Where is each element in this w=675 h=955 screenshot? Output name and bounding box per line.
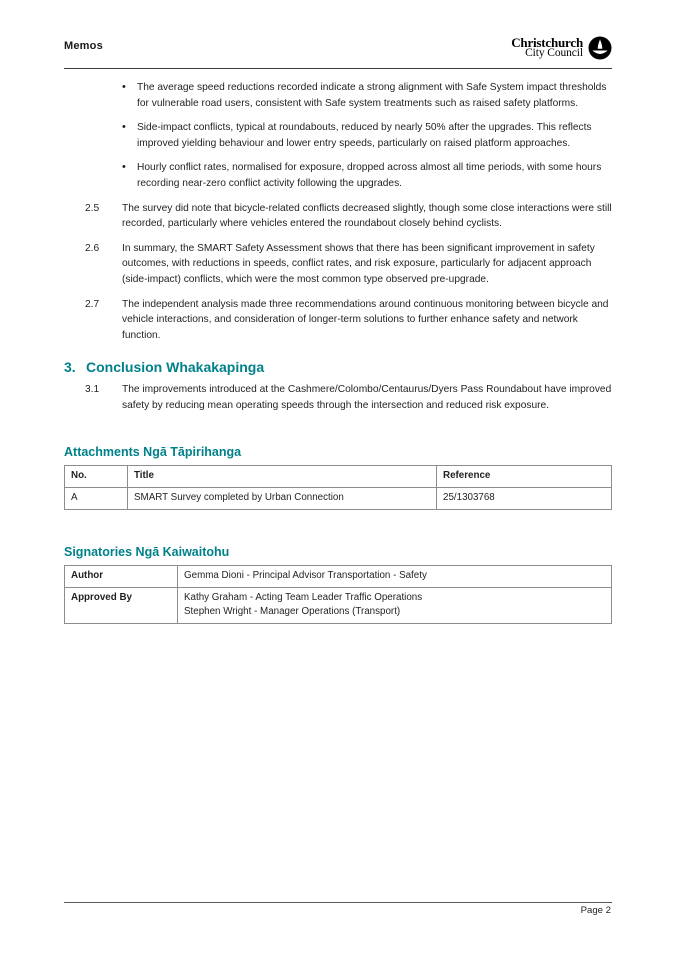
column-header-reference: Reference	[437, 465, 612, 487]
table-header-row	[65, 465, 612, 487]
list-item	[64, 160, 612, 191]
cell-title: SMART Survey completed by Urban Connection	[128, 487, 437, 509]
paragraph-text: The improvements introduced at the Cashmere/Colombo/Centaurus/Dyers Pass Roundabout have improved safety by reducing mean operating speeds through the intersection and reduced risk exposure.	[122, 384, 612, 411]
section-heading-conclusion	[64, 357, 612, 377]
list-item-text: Hourly conflict rates, normalised for exposure, dropped across almost all time periods, with some hours recording near-zero conflict activity following the upgrades.	[137, 162, 602, 189]
cell-no: A	[65, 487, 128, 509]
signatory-name: Kathy Graham - Acting Team Leader Traffic Operations	[184, 591, 423, 603]
logo-line-2: City Council	[525, 47, 583, 59]
findings-bullet-list	[64, 80, 612, 192]
paragraph-number: 2.7	[85, 298, 100, 310]
numbered-paragraph	[64, 297, 612, 344]
attachments-heading: Attachments Ngā Tāpirihanga	[64, 444, 242, 459]
page-content	[64, 80, 612, 624]
table-row	[65, 587, 612, 623]
paragraph-number: 3.1	[85, 384, 100, 396]
attachments-section	[64, 444, 612, 510]
paragraph-number: 2.5	[85, 202, 100, 214]
numbered-paragraph	[64, 382, 612, 413]
numbered-paragraph	[64, 201, 612, 232]
paragraph-number: 2.6	[85, 242, 100, 254]
paragraph-text: In summary, the SMART Safety Assessment shows that there has been significant improvement in safety outcomes, with reductions in speeds, conflict rates, and risk exposure, particularly for adjacent approach (side-impact) conflicts, which were the most common type observed pre-upgrade.	[122, 242, 595, 285]
page-header	[64, 36, 612, 66]
section-number: 3.	[64, 359, 76, 376]
cell-role: Author	[65, 565, 178, 587]
cell-names	[178, 565, 612, 587]
signatories-heading: Signatories Ngā Kaiwaitohu	[64, 544, 230, 559]
section-title: Conclusion Whakakapinga	[86, 359, 265, 376]
christchurch-city-council-logo-icon	[588, 36, 612, 60]
column-header-no: No.	[65, 465, 128, 487]
list-item	[64, 120, 612, 151]
cell-reference: 25/1303768	[437, 487, 612, 509]
list-item-text: The average speed reductions recorded indicate a strong alignment with Safe System impact thresholds for vulnerable road users, consistent with Safe system treatments such as raised safety platforms.	[137, 82, 607, 109]
council-logo	[511, 36, 612, 60]
page-number-label: Page 2	[580, 905, 611, 916]
table-row	[65, 565, 612, 587]
signatories-section	[64, 544, 612, 624]
numbered-paragraph	[64, 241, 612, 288]
logo-wordmark	[511, 34, 583, 60]
signatory-name: Stephen Wright - Manager Operations (Transport)	[184, 605, 401, 617]
list-item-text: Side-impact conflicts, typical at roundabouts, reduced by nearly 50% after the upgrades. This reflects improved yielding behaviour and lower entry speeds, particularly on raised platform approaches.	[137, 122, 592, 149]
cell-names	[178, 587, 612, 623]
header-divider	[64, 68, 612, 69]
list-item	[64, 80, 612, 111]
table-row	[65, 487, 612, 509]
paragraph-text: The independent analysis made three recommendations around continuous monitoring between bicycle and vehicle interactions, and consideration of longer-term solutions to further enhance safety and network function.	[122, 298, 609, 341]
bullet-icon: •	[122, 161, 126, 174]
cell-role: Approved By	[65, 587, 178, 623]
footer-divider	[64, 902, 612, 903]
column-header-title: Title	[128, 465, 437, 487]
bullet-icon: •	[122, 121, 126, 134]
paragraph-text: The survey did note that bicycle-related conflicts decreased slightly, though some close interactions were still recorded, particularly where vehicles entered the roundabout closely behind cyclists.	[122, 202, 612, 230]
signatory-name: Gemma Dioni - Principal Advisor Transportation - Safety	[184, 569, 427, 581]
signatories-table	[64, 565, 612, 624]
document-kind-label: Memos	[64, 40, 103, 52]
bullet-icon: •	[122, 81, 126, 93]
logo-line-1: Christchurch	[511, 34, 583, 50]
attachments-table	[64, 465, 612, 510]
